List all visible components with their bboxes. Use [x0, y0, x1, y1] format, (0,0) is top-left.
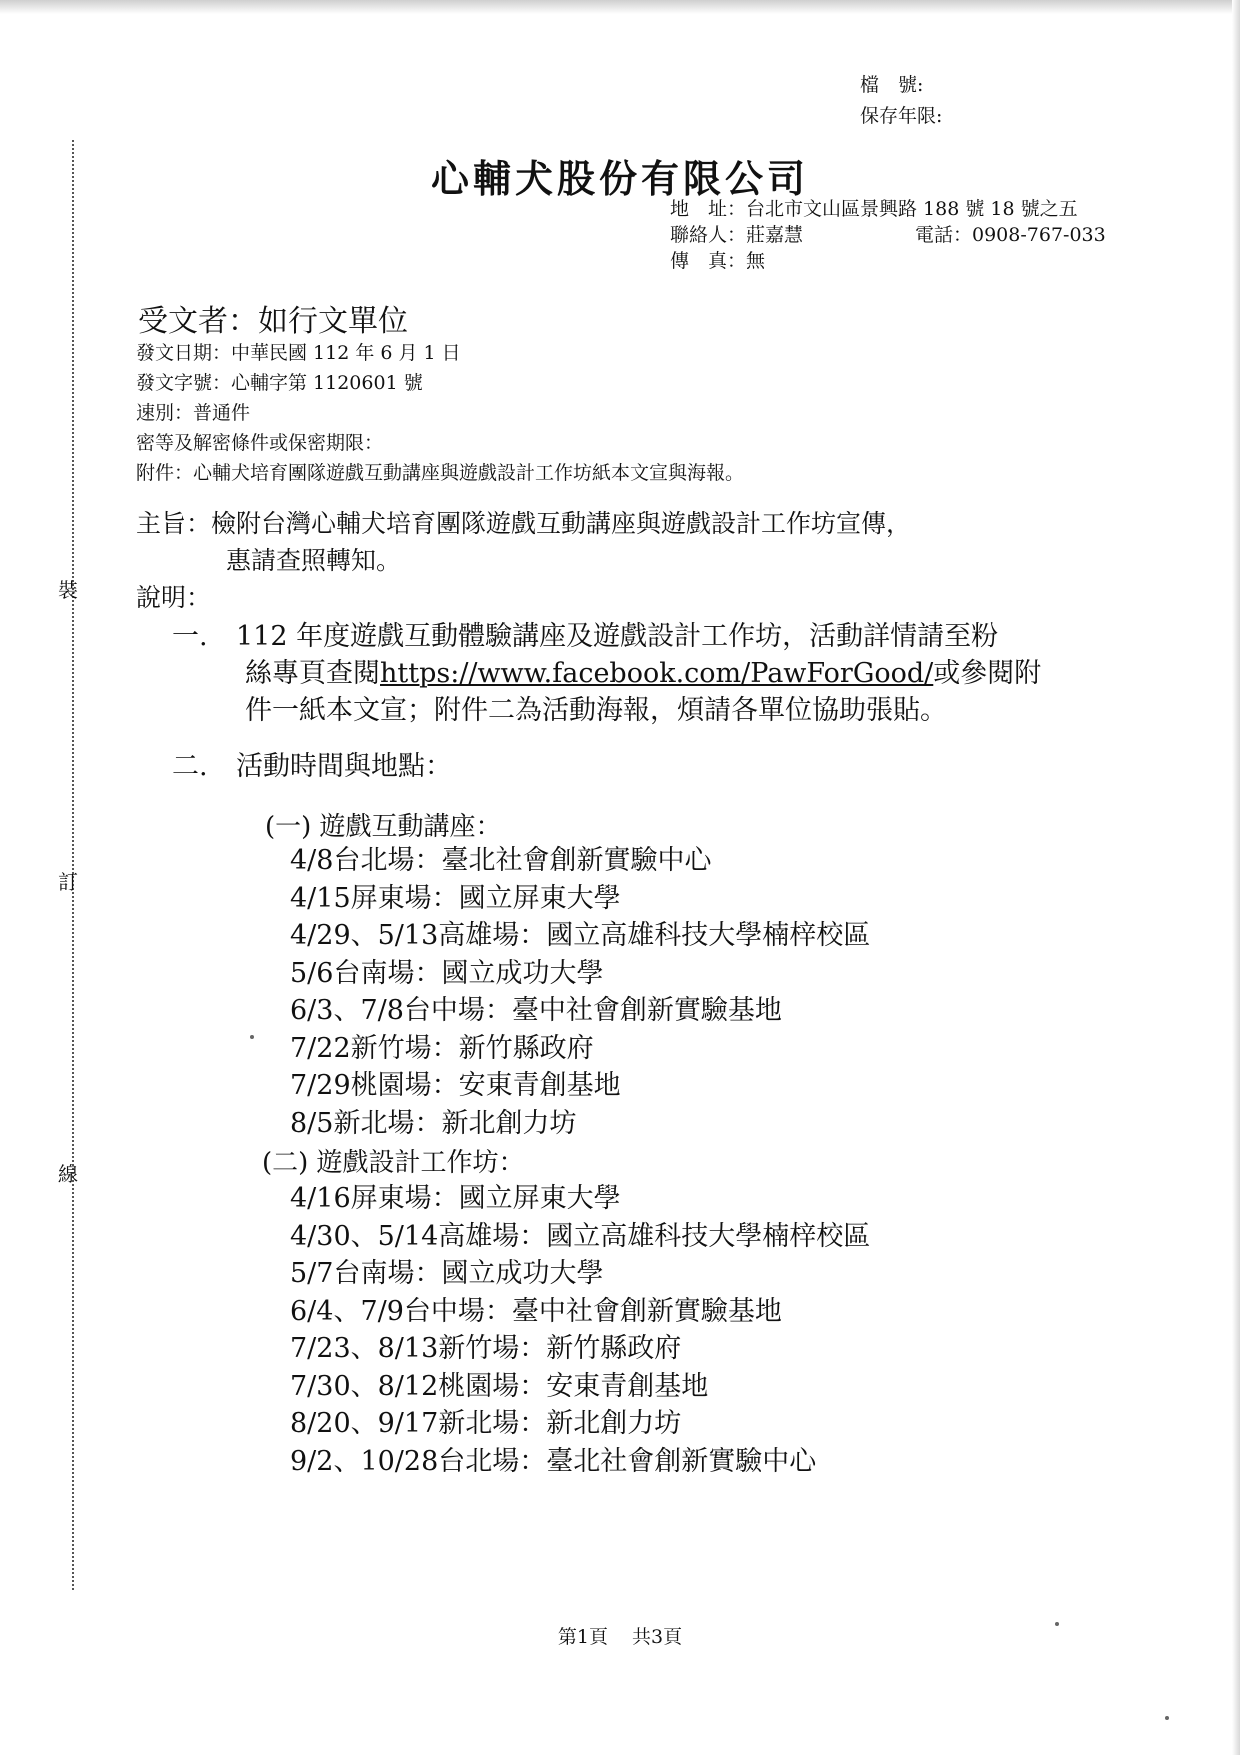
archive-no-label: 檔 號: [860, 74, 924, 96]
section-2-title: (二) 遊戲設計工作坊： [262, 1148, 525, 1178]
scan-top-edge [0, 0, 1240, 14]
page-number: 第1頁 [557, 1626, 608, 1648]
item-1-number: 一. [172, 621, 208, 652]
attachment-note: 附件：心輔犬培育團隊遊戲互動講座與遊戲設計工作坊紙本文宣與海報。 [136, 462, 745, 484]
item-1-line-2-pre: 絲專頁查閱 [245, 658, 380, 689]
item-2 [172, 748, 452, 785]
binding-line [72, 140, 74, 1590]
explain-label: 說明： [136, 583, 212, 612]
binding-mark-xian: 線 [58, 1162, 78, 1186]
list-item: 6/3、7/8台中場：臺中社會創新實驗基地 [290, 995, 782, 1026]
list-item: 4/30、5/14高雄場：國立高雄科技大學楠梓校區 [290, 1220, 871, 1252]
company-name: 心輔犬股份有限公司 [430, 156, 809, 201]
list-item: 7/23、8/13新竹場：新竹縣政府 [290, 1333, 682, 1364]
delivery-speed: 速別：普通件 [136, 402, 251, 424]
subject-line-1: 主旨：檢附台灣心輔犬培育團隊遊戲互動講座與遊戲設計工作坊宣傳， [136, 509, 912, 538]
subject-line-2: 惠請查照轉知。 [226, 546, 402, 575]
item-1-line-1: 112 年度遊戲互動體驗講座及遊戲設計工作坊，活動詳情請至粉 [236, 621, 999, 652]
document-meta [136, 338, 744, 488]
item-2-number: 二. [172, 751, 208, 782]
document-number: 發文字號：心輔字第 1120601 號 [136, 372, 423, 394]
item-2-text: 活動時間與地點： [236, 751, 452, 782]
scan-speck [1055, 1622, 1059, 1626]
scan-right-edge [1232, 0, 1240, 1755]
list-item: 4/29、5/13高雄場：國立高雄科技大學楠梓校區 [290, 920, 871, 951]
list-item: 8/20、9/17新北場：新北創力坊 [290, 1408, 682, 1439]
retention-label: 保存年限: [860, 105, 943, 127]
section-1-list [290, 842, 870, 1142]
page-footer [0, 1622, 1240, 1649]
contact-block [670, 196, 1106, 274]
list-item: 9/2、10/28台北場：臺北社會創新實驗中心 [290, 1445, 817, 1477]
list-item: 7/29桃園場：安東青創基地 [290, 1070, 621, 1101]
binding-mark-zhuang: 裝 [58, 578, 78, 602]
item-1-line-3: 件一紙本文宣；附件二為活動海報，煩請各單位協助張貼。 [245, 695, 947, 726]
list-item: 6/4、7/9台中場：臺中社會創新實驗基地 [290, 1295, 782, 1327]
list-item: 5/6台南場：國立成功大學 [290, 957, 604, 989]
secrecy-level: 密等及解密條件或保密期限： [136, 432, 384, 454]
list-item: 7/22新竹場：新竹縣政府 [290, 1032, 594, 1064]
recipient: 受文者：如行文單位 [138, 304, 408, 339]
section-2-list [290, 1180, 870, 1480]
scan-speck [250, 1035, 254, 1039]
subject [136, 505, 911, 579]
page-total: 共3頁 [632, 1626, 683, 1648]
archive-meta [860, 70, 942, 132]
issue-date: 發文日期：中華民國 112 年 6 月 1 日 [136, 342, 461, 364]
list-item: 8/5新北場：新北創力坊 [290, 1107, 577, 1139]
list-item: 4/15屏東場：國立屏東大學 [290, 882, 621, 914]
list-item: 7/30、8/12桃園場：安東青創基地 [290, 1370, 709, 1402]
address: 地 址：台北市文山區景興路 188 號 18 號之五 [670, 198, 1078, 220]
list-item: 4/8台北場：臺北社會創新實驗中心 [290, 845, 712, 876]
item-1 [172, 618, 1041, 729]
section-1-title: (一) 遊戲互動講座： [265, 812, 502, 842]
phone: 電話：0908-767-033 [915, 224, 1106, 246]
binding-mark-ding: 訂 [58, 870, 78, 894]
facebook-link[interactable]: https://www.facebook.com/PawForGood/ [380, 658, 934, 689]
list-item: 5/7台南場：國立成功大學 [290, 1258, 604, 1289]
scan-speck [1165, 1716, 1169, 1720]
item-1-line-2-post: 或參閱附 [933, 658, 1042, 689]
list-item: 4/16屏東場：國立屏東大學 [290, 1183, 621, 1214]
contact-person: 聯絡人：莊嘉慧 [670, 224, 804, 246]
fax: 傳 真：無 [670, 250, 766, 272]
